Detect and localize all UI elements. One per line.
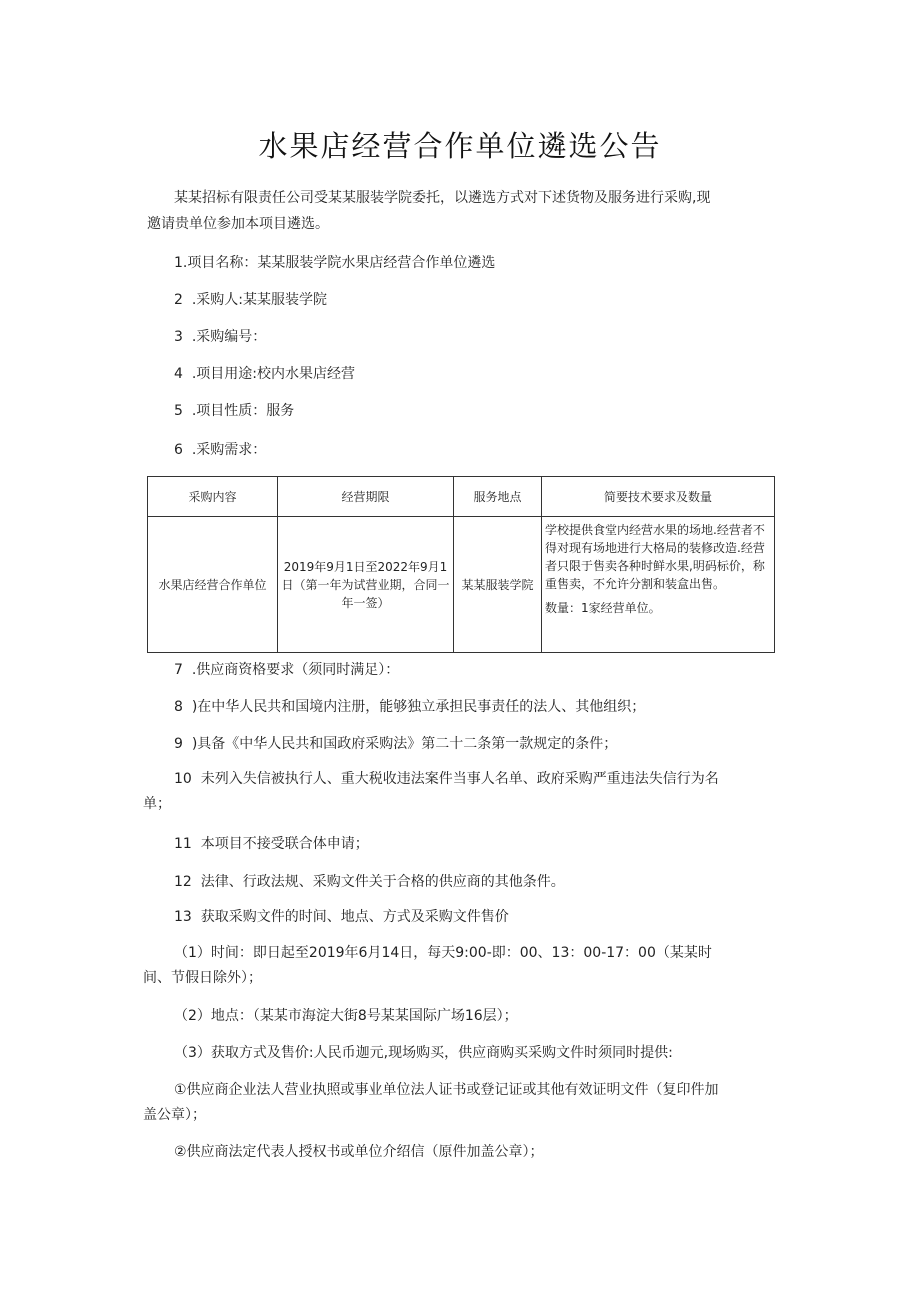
quantity-text: 数量：1家经营单位。 [545,601,661,615]
item-number: 8 [174,699,183,715]
item-number: 7 [174,662,183,678]
header-content: 采购内容 [148,477,278,517]
item-10-continued: 单； [143,796,171,812]
item-text: )具备《中华人民共和国政府采购法》第二十二条第一款规定的条件； [191,736,618,752]
acquire-place: （2）地点：（某某市海淀大街8号某某国际广场16层）； [174,1008,518,1024]
item-text: .采购编号： [191,329,267,345]
cell-content: 水果店经营合作单位 [148,517,278,653]
item-4 [174,363,355,386]
item-number: 6 [174,442,183,458]
item-2 [174,289,327,312]
item-number: 13 [174,909,192,925]
item-12 [174,871,565,894]
item-9 [174,733,617,756]
item-10 [174,768,719,791]
header-period: 经营期限 [278,477,454,517]
item-1 [174,252,495,275]
intro-line-1: 某某招标有限责任公司受某某服装学院委托，以遴选方式对下述货物及服务进行采购,现 [174,190,711,206]
procurement-table [147,476,775,653]
item-number: 11 [174,836,192,852]
item-text: .项目性质：服务 [191,403,295,419]
acquire-method: （3）获取方式及售价:人民币迦元,现场购买，供应商购买采购文件时须同时提供: [174,1045,673,1061]
table-row [148,517,775,653]
item-text: .项目用途:校内水果店经营 [191,366,355,382]
item-number: 5 [174,403,183,419]
item-3 [174,326,266,349]
item-number: 3 [174,329,183,345]
item-number: 1. [174,255,188,271]
item-text: 本项目不接受联合体申请； [200,836,369,852]
item-number: 2 [174,292,183,308]
item-number: 9 [174,736,183,752]
table-header-row [148,477,775,517]
acquire-time-continued: 间、节假日除外）； [143,970,262,986]
item-number: 4 [174,366,183,382]
item-text: .供应商资格要求（须同时满足）： [191,662,400,678]
acquire-time: （1）时间：即日起至2019年6月14日，每天9:00-即：00、13：00-17：00（某某时 [174,945,712,961]
item-text: )在中华人民共和国境内注册，能够独立承担民事责任的法人、其他组织； [191,699,646,715]
requirements-text: 学校提供食堂内经营水果的场地.经营者不得对现有场地进行大格局的装修改造.经营者只限于售卖各种时鲜水果,明码标价，称重售卖，不允许分割和装盒出售。 [545,523,765,591]
acquire-doc-2: ②供应商法定代表人授权书或单位介绍信（原件加盖公章）； [174,1144,544,1160]
cell-location: 某某服装学院 [454,517,542,653]
item-text: 法律、行政法规、采购文件关于合格的供应商的其他条件。 [200,874,565,890]
item-text: 项目名称：某某服装学院水果店经营合作单位遴选 [187,255,496,271]
cell-period: 2019年9月1日至2022年9月1日（第一年为试营业期，合同一年一签） [278,517,454,653]
item-number: 12 [174,874,192,890]
cell-requirements [542,517,775,653]
page-title: 水果店经营合作单位遴选公告 [258,129,662,163]
acquire-doc-1-continued: 盖公章）； [143,1107,206,1123]
item-7 [174,659,399,682]
header-location: 服务地点 [454,477,542,517]
item-5 [174,400,294,423]
item-text: .采购需求： [191,442,267,458]
item-13 [174,906,509,929]
item-text: 获取采购文件的时间、地点、方式及采购文件售价 [200,909,509,925]
item-11 [174,833,369,856]
item-text: 未列入失信被执行人、重大税收违法案件当事人名单、政府采购严重违法失信行为名 [200,771,719,787]
intro-line-2: 邀请贵单位参加本项目遴选。 [147,216,329,232]
item-number: 10 [174,771,192,787]
item-text: .采购人:某某服装学院 [191,292,327,308]
header-requirements: 简要技术要求及数量 [542,477,775,517]
acquire-doc-1: ①供应商企业法人营业执照或事业单位法人证书或登记证或其他有效证明文件（复印件加 [174,1082,719,1098]
item-8 [174,696,645,719]
item-6 [174,439,266,462]
